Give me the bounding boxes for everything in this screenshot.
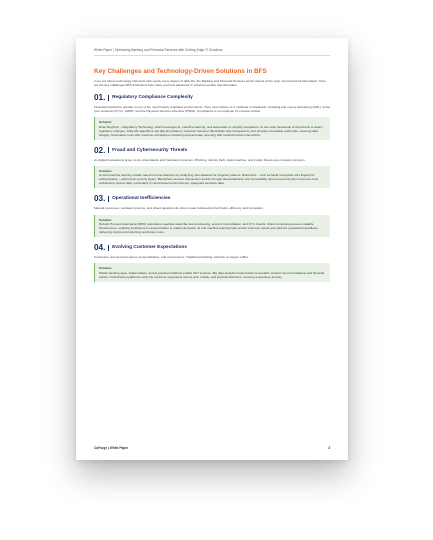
solution-label: Solution:	[99, 217, 113, 222]
section-fraud-cybersecurity	[94, 146, 330, 189]
document-page	[76, 38, 348, 460]
footer-brand: CoForge | White Paper	[94, 446, 129, 450]
section-divider	[108, 95, 109, 101]
section-title: Fraud and Cybersecurity Threats	[112, 147, 188, 153]
section-heading	[94, 93, 330, 102]
page-footer	[94, 446, 330, 450]
section-title: Regulatory Compliance Complexity	[112, 95, 193, 101]
solution-text: Mobile banking apps, digital wallets, and AI-powered chatbots enable 24/7 services. Big data analytics helps banks personalize product recommendations and financial advice. Omnichannel platforms unify the customer experience across web, mobile, and physical branches, ensuring a seamless journey.	[99, 270, 325, 279]
section-number: 01.	[94, 93, 106, 103]
solution-text: AI and machine learning enable real-time fraud detection by analyzing vast datasets for irregular patterns. Biometrics – such as facial recognition and fingerprint authentication – add robust security layers. Blockchain secures transaction records through decentralization and immutability. End-to-end encryption and zero-trust architecture protect data, particularly in cloud-hosted environments, safeguard sensitive data.	[99, 173, 319, 186]
solution-label: Solution:	[99, 120, 113, 125]
section-divider	[108, 147, 109, 153]
solution-callout	[94, 263, 330, 282]
section-heading	[94, 194, 330, 203]
section-title: Evolving Customer Expectations	[112, 245, 187, 251]
section-operational-inefficiencies	[94, 194, 330, 237]
section-customer-expectations	[94, 243, 330, 282]
section-title: Operational Inefficiencies	[112, 196, 171, 202]
solution-callout	[94, 117, 330, 140]
section-number: 04.	[94, 243, 106, 253]
solution-text: Robotic Process Automation (RPA) automates repetitive tasks like loan processing, account reconciliation, and KYC checks. Cloud computing ensures scalable infrastructure, enabling institutions to respond faster to market demands. AI and machine learning help predict customer needs and optimize operational workflows, delivering improved productivity and lower costs.	[99, 222, 319, 235]
section-body: Customers now demand speed, personalization, and convenience. Traditional banking methods no longer suffice.	[94, 255, 250, 260]
solution-callout	[94, 166, 330, 189]
solution-label: Solution:	[99, 168, 113, 173]
running-head: White Paper | Optimizing Banking and Financial Services with Cutting-Edge IT Solutions	[94, 48, 330, 56]
solution-text: Enter RegTech – Regulatory Technology, which leverages AI, machine learning, and automation to simplify compliance. AI can scan thousands of documents to detect regulatory changes, while ML algorithms can flag anomalies in customer behavior. Blockchain aids transparency and provides immutable audit trails, ensuring data integrity. Automation tools offer real-time compliance monitoring and accurate reporting with minimal human intervention.	[99, 124, 323, 137]
page-number: 3	[328, 446, 330, 450]
section-number: 02.	[94, 145, 106, 155]
section-divider	[108, 245, 109, 251]
section-number: 03.	[94, 194, 106, 204]
intro-paragraph: In an era where technology intersects with nearly every aspect of daily life, the Banking and Financial Services sector stands at the cusp of profound transformation. Here are the key challenges BFS institutions face today and how advanced IT solutions enable transformation.	[94, 79, 326, 88]
section-body: Financial institutions operate in one of the most heavily regulated environments. They must adhere to a multitude of standards, including anti-money laundering (AML), know your customer (KYC), GDPR, and the Payment Services Directive (PSD2). Compliance is not optional; it's mission-critical.	[94, 105, 330, 114]
section-heading	[94, 146, 330, 155]
section-regulatory-compliance	[94, 93, 330, 140]
section-body: Manual processes, outdated systems, and siloed departments often create bottlenecks that hinder efficiency and innovation.	[94, 206, 264, 211]
section-heading	[94, 243, 330, 252]
page-title: Key Challenges and Technology-Driven Solutions in BFS	[94, 68, 267, 75]
solution-callout	[94, 215, 330, 238]
section-divider	[108, 196, 109, 202]
section-body: As digital transactions grow, so do cyberattacks and fraudulent schemes. Phishing, identity theft, data breaches, and insider threats are constant concerns.	[94, 157, 306, 162]
solution-label: Solution:	[99, 266, 113, 271]
